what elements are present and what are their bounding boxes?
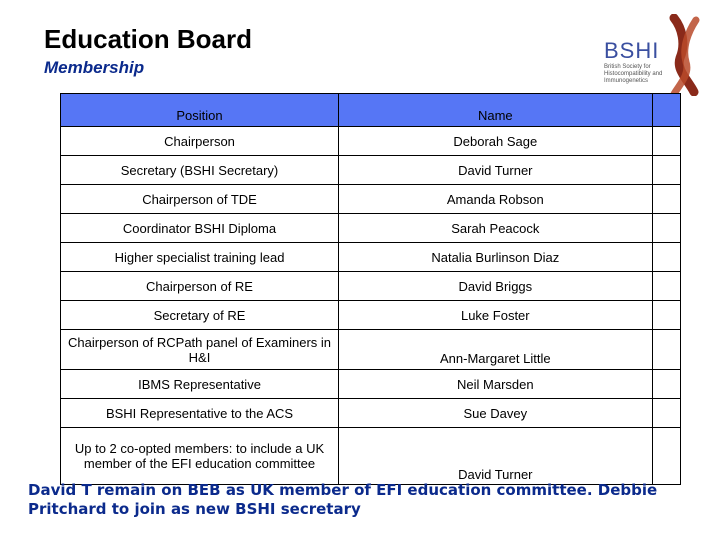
blank-cell xyxy=(652,428,680,485)
column-header-blank xyxy=(652,94,680,127)
position-cell: Up to 2 co-opted members: to include a UK member of the EFI education committee xyxy=(61,428,339,485)
column-header-name: Name xyxy=(339,94,653,127)
table-row xyxy=(61,301,681,330)
blank-cell xyxy=(652,185,680,214)
name-cell: David Turner xyxy=(339,428,653,485)
table-row xyxy=(61,156,681,185)
logo-subtext: British Society for Histocompatibility and Immunogenetics xyxy=(604,64,663,84)
position-cell: IBMS Representative xyxy=(61,370,339,399)
membership-table xyxy=(60,93,681,485)
position-cell: Chairperson of TDE xyxy=(61,185,339,214)
table-row xyxy=(61,185,681,214)
position-cell: BSHI Representative to the ACS xyxy=(61,399,339,428)
blank-cell xyxy=(652,243,680,272)
position-cell: Higher specialist training lead xyxy=(61,243,339,272)
position-cell: Chairperson xyxy=(61,127,339,156)
table-row xyxy=(61,243,681,272)
blank-cell xyxy=(652,214,680,243)
table-row xyxy=(61,399,681,428)
table-row xyxy=(61,428,681,485)
position-cell: Chairperson of RCPath panel of Examiners in H&I xyxy=(61,330,339,370)
name-cell: Sarah Peacock xyxy=(339,214,653,243)
column-header-position: Position xyxy=(61,94,339,127)
footnote: David T remain on BEB as UK member of EFI education committee. Debbie Pritchard to join as new BSHI secretary xyxy=(28,481,658,518)
position-cell: Secretary (BSHI Secretary) xyxy=(61,156,339,185)
blank-cell xyxy=(652,272,680,301)
table-row xyxy=(61,272,681,301)
blank-cell xyxy=(652,399,680,428)
blank-cell xyxy=(652,127,680,156)
page-subtitle: Membership xyxy=(44,58,145,77)
logo-text: BSHI xyxy=(604,38,660,63)
table-row xyxy=(61,214,681,243)
name-cell: Deborah Sage xyxy=(339,127,653,156)
table-row xyxy=(61,370,681,399)
name-cell: David Turner xyxy=(339,156,653,185)
table-row xyxy=(61,127,681,156)
table-row xyxy=(61,330,681,370)
blank-cell xyxy=(652,370,680,399)
position-cell: Chairperson of RE xyxy=(61,272,339,301)
blank-cell xyxy=(652,330,680,370)
name-cell: Sue Davey xyxy=(339,399,653,428)
name-cell: Amanda Robson xyxy=(339,185,653,214)
position-cell: Secretary of RE xyxy=(61,301,339,330)
name-cell: Neil Marsden xyxy=(339,370,653,399)
name-cell: Ann-Margaret Little xyxy=(339,330,653,370)
name-cell: David Briggs xyxy=(339,272,653,301)
name-cell: Luke Foster xyxy=(339,301,653,330)
page-title: Education Board xyxy=(44,24,253,54)
position-cell: Coordinator BSHI Diploma xyxy=(61,214,339,243)
name-cell: Natalia Burlinson Diaz xyxy=(339,243,653,272)
blank-cell xyxy=(652,301,680,330)
blank-cell xyxy=(652,156,680,185)
